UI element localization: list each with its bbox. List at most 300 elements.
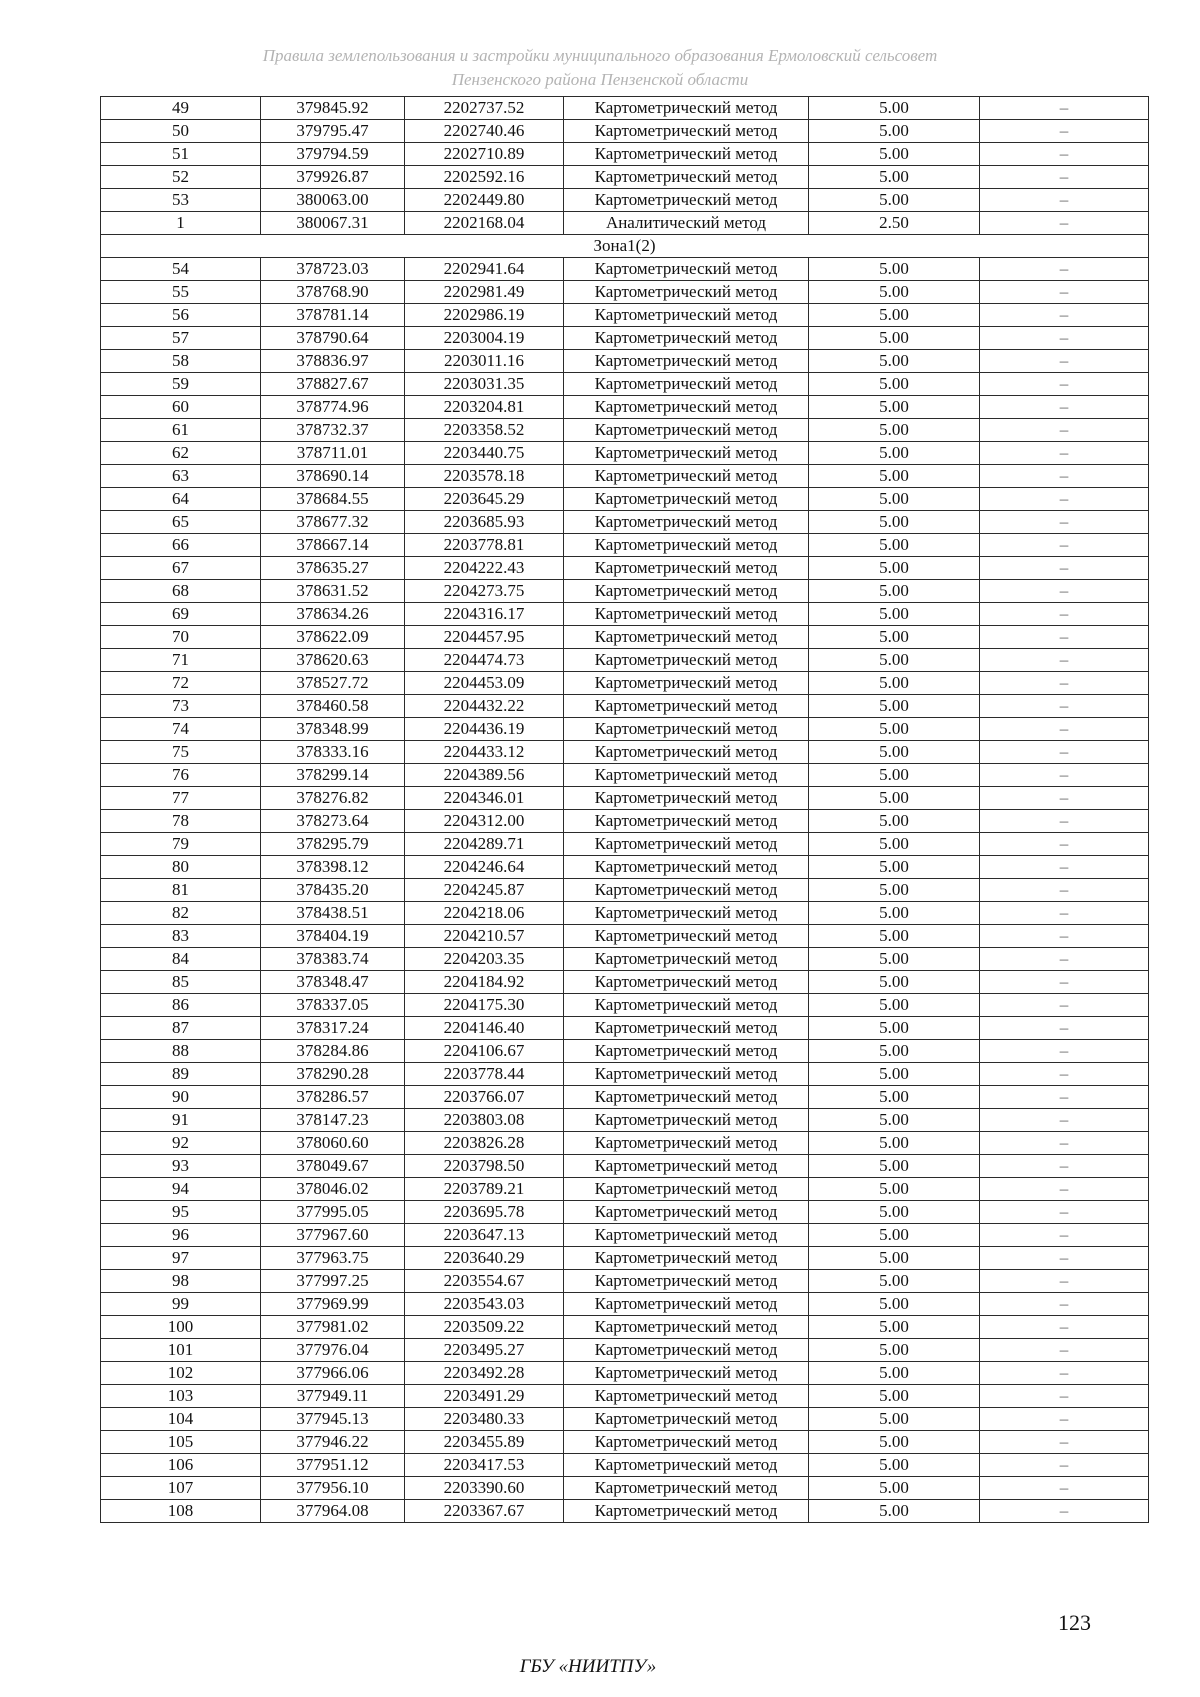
table-row — [101, 1408, 1149, 1431]
table-row — [101, 994, 1149, 1017]
zone-row — [101, 235, 1149, 258]
y-coordinate-cell: 2203766.07 — [405, 1086, 564, 1109]
note-cell: – — [980, 212, 1149, 235]
table-row — [101, 810, 1149, 833]
y-coordinate-cell: 2203390.60 — [405, 1477, 564, 1500]
coordinates-table — [100, 96, 1149, 1523]
accuracy-cell: 5.00 — [809, 741, 980, 764]
note-cell: – — [980, 1224, 1149, 1247]
point-number-cell: 107 — [101, 1477, 261, 1500]
accuracy-cell: 5.00 — [809, 1477, 980, 1500]
note-cell: – — [980, 97, 1149, 120]
note-cell: – — [980, 1385, 1149, 1408]
note-cell: – — [980, 580, 1149, 603]
x-coordinate-cell: 378790.64 — [261, 327, 405, 350]
note-cell: – — [980, 1086, 1149, 1109]
x-coordinate-cell: 378684.55 — [261, 488, 405, 511]
point-number-cell: 50 — [101, 120, 261, 143]
table-row — [101, 1109, 1149, 1132]
note-cell: – — [980, 373, 1149, 396]
method-cell: Картометрический метод — [564, 1500, 809, 1523]
point-number-cell: 76 — [101, 764, 261, 787]
accuracy-cell: 5.00 — [809, 718, 980, 741]
accuracy-cell: 5.00 — [809, 1247, 980, 1270]
note-cell: – — [980, 189, 1149, 212]
point-number-cell: 78 — [101, 810, 261, 833]
y-coordinate-cell: 2204289.71 — [405, 833, 564, 856]
point-number-cell: 87 — [101, 1017, 261, 1040]
accuracy-cell: 5.00 — [809, 143, 980, 166]
table-row — [101, 442, 1149, 465]
note-cell: – — [980, 511, 1149, 534]
table-row — [101, 350, 1149, 373]
point-number-cell: 86 — [101, 994, 261, 1017]
y-coordinate-cell: 2202710.89 — [405, 143, 564, 166]
method-cell: Картометрический метод — [564, 442, 809, 465]
point-number-cell: 99 — [101, 1293, 261, 1316]
accuracy-cell: 5.00 — [809, 833, 980, 856]
y-coordinate-cell: 2204273.75 — [405, 580, 564, 603]
y-coordinate-cell: 2204474.73 — [405, 649, 564, 672]
y-coordinate-cell: 2204246.64 — [405, 856, 564, 879]
method-cell: Картометрический метод — [564, 1155, 809, 1178]
point-number-cell: 57 — [101, 327, 261, 350]
y-coordinate-cell: 2203204.81 — [405, 396, 564, 419]
point-number-cell: 70 — [101, 626, 261, 649]
table-row — [101, 143, 1149, 166]
method-cell: Картометрический метод — [564, 488, 809, 511]
y-coordinate-cell: 2204203.35 — [405, 948, 564, 971]
table-row — [101, 465, 1149, 488]
point-number-cell: 75 — [101, 741, 261, 764]
table-row — [101, 1362, 1149, 1385]
accuracy-cell: 5.00 — [809, 994, 980, 1017]
table-row — [101, 1132, 1149, 1155]
method-cell: Картометрический метод — [564, 1063, 809, 1086]
method-cell: Картометрический метод — [564, 511, 809, 534]
table-row — [101, 281, 1149, 304]
method-cell: Картометрический метод — [564, 1086, 809, 1109]
table-row — [101, 787, 1149, 810]
note-cell: – — [980, 1017, 1149, 1040]
method-cell: Картометрический метод — [564, 1385, 809, 1408]
accuracy-cell: 5.00 — [809, 810, 980, 833]
x-coordinate-cell: 378295.79 — [261, 833, 405, 856]
method-cell: Картометрический метод — [564, 626, 809, 649]
method-cell: Картометрический метод — [564, 1178, 809, 1201]
note-cell: – — [980, 350, 1149, 373]
note-cell: – — [980, 396, 1149, 419]
point-number-cell: 104 — [101, 1408, 261, 1431]
note-cell: – — [980, 626, 1149, 649]
y-coordinate-cell: 2204457.95 — [405, 626, 564, 649]
point-number-cell: 96 — [101, 1224, 261, 1247]
y-coordinate-cell: 2203417.53 — [405, 1454, 564, 1477]
x-coordinate-cell: 378677.32 — [261, 511, 405, 534]
method-cell: Картометрический метод — [564, 856, 809, 879]
method-cell: Картометрический метод — [564, 580, 809, 603]
y-coordinate-cell: 2204433.12 — [405, 741, 564, 764]
point-number-cell: 92 — [101, 1132, 261, 1155]
x-coordinate-cell: 378284.86 — [261, 1040, 405, 1063]
y-coordinate-cell: 2203803.08 — [405, 1109, 564, 1132]
x-coordinate-cell: 378337.05 — [261, 994, 405, 1017]
y-coordinate-cell: 2203554.67 — [405, 1270, 564, 1293]
y-coordinate-cell: 2203778.44 — [405, 1063, 564, 1086]
y-coordinate-cell: 2203640.29 — [405, 1247, 564, 1270]
method-cell: Картометрический метод — [564, 258, 809, 281]
accuracy-cell: 5.00 — [809, 258, 980, 281]
table-row — [101, 166, 1149, 189]
table-row — [101, 879, 1149, 902]
x-coordinate-cell: 378622.09 — [261, 626, 405, 649]
point-number-cell: 53 — [101, 189, 261, 212]
accuracy-cell: 5.00 — [809, 281, 980, 304]
y-coordinate-cell: 2204346.01 — [405, 787, 564, 810]
point-number-cell: 67 — [101, 557, 261, 580]
y-coordinate-cell: 2203826.28 — [405, 1132, 564, 1155]
method-cell: Картометрический метод — [564, 971, 809, 994]
note-cell: – — [980, 1293, 1149, 1316]
x-coordinate-cell: 378827.67 — [261, 373, 405, 396]
note-cell: – — [980, 1178, 1149, 1201]
y-coordinate-cell: 2202986.19 — [405, 304, 564, 327]
method-cell: Картометрический метод — [564, 1454, 809, 1477]
x-coordinate-cell: 377964.08 — [261, 1500, 405, 1523]
note-cell: – — [980, 787, 1149, 810]
point-number-cell: 61 — [101, 419, 261, 442]
method-cell: Картометрический метод — [564, 1339, 809, 1362]
y-coordinate-cell: 2203509.22 — [405, 1316, 564, 1339]
table-row — [101, 488, 1149, 511]
table-row — [101, 603, 1149, 626]
note-cell: – — [980, 1247, 1149, 1270]
point-number-cell: 108 — [101, 1500, 261, 1523]
method-cell: Картометрический метод — [564, 557, 809, 580]
point-number-cell: 97 — [101, 1247, 261, 1270]
method-cell: Картометрический метод — [564, 1477, 809, 1500]
y-coordinate-cell: 2202740.46 — [405, 120, 564, 143]
table-row — [101, 1178, 1149, 1201]
note-cell: – — [980, 833, 1149, 856]
point-number-cell: 60 — [101, 396, 261, 419]
note-cell: – — [980, 672, 1149, 695]
note-cell: – — [980, 143, 1149, 166]
method-cell: Картометрический метод — [564, 189, 809, 212]
table-row — [101, 1339, 1149, 1362]
table-row — [101, 1086, 1149, 1109]
table-row — [101, 1040, 1149, 1063]
accuracy-cell: 5.00 — [809, 948, 980, 971]
y-coordinate-cell: 2204245.87 — [405, 879, 564, 902]
x-coordinate-cell: 378527.72 — [261, 672, 405, 695]
y-coordinate-cell: 2203798.50 — [405, 1155, 564, 1178]
point-number-cell: 105 — [101, 1431, 261, 1454]
table-row — [101, 1477, 1149, 1500]
point-number-cell: 85 — [101, 971, 261, 994]
x-coordinate-cell: 378711.01 — [261, 442, 405, 465]
method-cell: Картометрический метод — [564, 419, 809, 442]
accuracy-cell: 5.00 — [809, 304, 980, 327]
point-number-cell: 66 — [101, 534, 261, 557]
method-cell: Картометрический метод — [564, 1201, 809, 1224]
table-row — [101, 97, 1149, 120]
note-cell: – — [980, 856, 1149, 879]
table-row — [101, 833, 1149, 856]
point-number-cell: 91 — [101, 1109, 261, 1132]
table-row — [101, 764, 1149, 787]
method-cell: Аналитический метод — [564, 212, 809, 235]
note-cell: – — [980, 1431, 1149, 1454]
accuracy-cell: 5.00 — [809, 925, 980, 948]
accuracy-cell: 5.00 — [809, 603, 980, 626]
x-coordinate-cell: 377951.12 — [261, 1454, 405, 1477]
note-cell: – — [980, 281, 1149, 304]
note-cell: – — [980, 810, 1149, 833]
table-row — [101, 373, 1149, 396]
y-coordinate-cell: 2203440.75 — [405, 442, 564, 465]
accuracy-cell: 5.00 — [809, 488, 980, 511]
note-cell: – — [980, 488, 1149, 511]
x-coordinate-cell: 377963.75 — [261, 1247, 405, 1270]
x-coordinate-cell: 378398.12 — [261, 856, 405, 879]
x-coordinate-cell: 378383.74 — [261, 948, 405, 971]
table-row — [101, 902, 1149, 925]
y-coordinate-cell: 2202941.64 — [405, 258, 564, 281]
table-row — [101, 580, 1149, 603]
coordinates-table-body — [101, 97, 1149, 1523]
x-coordinate-cell: 378299.14 — [261, 764, 405, 787]
table-row — [101, 1270, 1149, 1293]
method-cell: Картометрический метод — [564, 672, 809, 695]
point-number-cell: 89 — [101, 1063, 261, 1086]
point-number-cell: 90 — [101, 1086, 261, 1109]
method-cell: Картометрический метод — [564, 994, 809, 1017]
note-cell: – — [980, 534, 1149, 557]
y-coordinate-cell: 2203367.67 — [405, 1500, 564, 1523]
x-coordinate-cell: 378634.26 — [261, 603, 405, 626]
x-coordinate-cell: 378404.19 — [261, 925, 405, 948]
note-cell: – — [980, 994, 1149, 1017]
note-cell: – — [980, 718, 1149, 741]
method-cell: Картометрический метод — [564, 948, 809, 971]
y-coordinate-cell: 2204146.40 — [405, 1017, 564, 1040]
accuracy-cell: 5.00 — [809, 511, 980, 534]
y-coordinate-cell: 2202168.04 — [405, 212, 564, 235]
y-coordinate-cell: 2204453.09 — [405, 672, 564, 695]
table-row — [101, 1063, 1149, 1086]
accuracy-cell: 5.00 — [809, 1385, 980, 1408]
accuracy-cell: 5.00 — [809, 1155, 980, 1178]
table-row — [101, 1224, 1149, 1247]
accuracy-cell: 5.00 — [809, 1270, 980, 1293]
x-coordinate-cell: 377945.13 — [261, 1408, 405, 1431]
point-number-cell: 77 — [101, 787, 261, 810]
accuracy-cell: 5.00 — [809, 1431, 980, 1454]
x-coordinate-cell: 378667.14 — [261, 534, 405, 557]
note-cell: – — [980, 1454, 1149, 1477]
point-number-cell: 64 — [101, 488, 261, 511]
y-coordinate-cell: 2204222.43 — [405, 557, 564, 580]
y-coordinate-cell: 2203495.27 — [405, 1339, 564, 1362]
y-coordinate-cell: 2203480.33 — [405, 1408, 564, 1431]
method-cell: Картометрический метод — [564, 764, 809, 787]
note-cell: – — [980, 1063, 1149, 1086]
method-cell: Картометрический метод — [564, 120, 809, 143]
accuracy-cell: 5.00 — [809, 1454, 980, 1477]
note-cell: – — [980, 557, 1149, 580]
accuracy-cell: 5.00 — [809, 1316, 980, 1339]
point-number-cell: 95 — [101, 1201, 261, 1224]
method-cell: Картометрический метод — [564, 465, 809, 488]
note-cell: – — [980, 1339, 1149, 1362]
point-number-cell: 103 — [101, 1385, 261, 1408]
point-number-cell: 88 — [101, 1040, 261, 1063]
table-row — [101, 557, 1149, 580]
x-coordinate-cell: 378774.96 — [261, 396, 405, 419]
method-cell: Картометрический метод — [564, 810, 809, 833]
x-coordinate-cell: 378348.47 — [261, 971, 405, 994]
point-number-cell: 55 — [101, 281, 261, 304]
y-coordinate-cell: 2202592.16 — [405, 166, 564, 189]
table-row — [101, 419, 1149, 442]
table-row — [101, 1385, 1149, 1408]
y-coordinate-cell: 2203695.78 — [405, 1201, 564, 1224]
method-cell: Картометрический метод — [564, 787, 809, 810]
y-coordinate-cell: 2202981.49 — [405, 281, 564, 304]
method-cell: Картометрический метод — [564, 925, 809, 948]
method-cell: Картометрический метод — [564, 281, 809, 304]
y-coordinate-cell: 2203492.28 — [405, 1362, 564, 1385]
table-row — [101, 741, 1149, 764]
x-coordinate-cell: 377997.25 — [261, 1270, 405, 1293]
table-row — [101, 511, 1149, 534]
table-row — [101, 1247, 1149, 1270]
note-cell: – — [980, 603, 1149, 626]
y-coordinate-cell: 2204175.30 — [405, 994, 564, 1017]
accuracy-cell: 5.00 — [809, 1362, 980, 1385]
y-coordinate-cell: 2203578.18 — [405, 465, 564, 488]
y-coordinate-cell: 2203647.13 — [405, 1224, 564, 1247]
note-cell: – — [980, 1500, 1149, 1523]
accuracy-cell: 5.00 — [809, 1408, 980, 1431]
point-number-cell: 68 — [101, 580, 261, 603]
y-coordinate-cell: 2204312.00 — [405, 810, 564, 833]
x-coordinate-cell: 378317.24 — [261, 1017, 405, 1040]
method-cell: Картометрический метод — [564, 1247, 809, 1270]
table-row — [101, 1454, 1149, 1477]
y-coordinate-cell: 2203789.21 — [405, 1178, 564, 1201]
accuracy-cell: 5.00 — [809, 856, 980, 879]
y-coordinate-cell: 2203543.03 — [405, 1293, 564, 1316]
table-row — [101, 672, 1149, 695]
x-coordinate-cell: 379926.87 — [261, 166, 405, 189]
table-row — [101, 1316, 1149, 1339]
accuracy-cell: 5.00 — [809, 1178, 980, 1201]
point-number-cell: 1 — [101, 212, 261, 235]
note-cell: – — [980, 971, 1149, 994]
x-coordinate-cell: 378049.67 — [261, 1155, 405, 1178]
table-row — [101, 1201, 1149, 1224]
method-cell: Картометрический метод — [564, 695, 809, 718]
accuracy-cell: 5.00 — [809, 1339, 980, 1362]
point-number-cell: 94 — [101, 1178, 261, 1201]
y-coordinate-cell: 2203455.89 — [405, 1431, 564, 1454]
y-coordinate-cell: 2204316.17 — [405, 603, 564, 626]
table-row — [101, 1155, 1149, 1178]
table-row — [101, 1017, 1149, 1040]
y-coordinate-cell: 2203011.16 — [405, 350, 564, 373]
method-cell: Картометрический метод — [564, 741, 809, 764]
method-cell: Картометрический метод — [564, 396, 809, 419]
method-cell: Картометрический метод — [564, 143, 809, 166]
accuracy-cell: 5.00 — [809, 419, 980, 442]
y-coordinate-cell: 2203358.52 — [405, 419, 564, 442]
x-coordinate-cell: 378620.63 — [261, 649, 405, 672]
y-coordinate-cell: 2203685.93 — [405, 511, 564, 534]
method-cell: Картометрический метод — [564, 1040, 809, 1063]
accuracy-cell: 5.00 — [809, 373, 980, 396]
point-number-cell: 56 — [101, 304, 261, 327]
note-cell: – — [980, 304, 1149, 327]
x-coordinate-cell: 378276.82 — [261, 787, 405, 810]
y-coordinate-cell: 2204436.19 — [405, 718, 564, 741]
x-coordinate-cell: 380067.31 — [261, 212, 405, 235]
point-number-cell: 84 — [101, 948, 261, 971]
y-coordinate-cell: 2204432.22 — [405, 695, 564, 718]
x-coordinate-cell: 377976.04 — [261, 1339, 405, 1362]
accuracy-cell: 2.50 — [809, 212, 980, 235]
x-coordinate-cell: 378147.23 — [261, 1109, 405, 1132]
point-number-cell: 72 — [101, 672, 261, 695]
point-number-cell: 73 — [101, 695, 261, 718]
table-row — [101, 649, 1149, 672]
accuracy-cell: 5.00 — [809, 327, 980, 350]
point-number-cell: 69 — [101, 603, 261, 626]
point-number-cell: 59 — [101, 373, 261, 396]
method-cell: Картометрический метод — [564, 304, 809, 327]
accuracy-cell: 5.00 — [809, 1224, 980, 1247]
table-row — [101, 189, 1149, 212]
table-row — [101, 626, 1149, 649]
accuracy-cell: 5.00 — [809, 787, 980, 810]
method-cell: Картометрический метод — [564, 373, 809, 396]
method-cell: Картометрический метод — [564, 902, 809, 925]
point-number-cell: 83 — [101, 925, 261, 948]
table-row — [101, 327, 1149, 350]
accuracy-cell: 5.00 — [809, 1201, 980, 1224]
x-coordinate-cell: 378635.27 — [261, 557, 405, 580]
table-row — [101, 1431, 1149, 1454]
note-cell: – — [980, 902, 1149, 925]
y-coordinate-cell: 2204184.92 — [405, 971, 564, 994]
x-coordinate-cell: 377981.02 — [261, 1316, 405, 1339]
table-row — [101, 695, 1149, 718]
accuracy-cell: 5.00 — [809, 879, 980, 902]
note-cell: – — [980, 948, 1149, 971]
note-cell: – — [980, 1477, 1149, 1500]
accuracy-cell: 5.00 — [809, 557, 980, 580]
method-cell: Картометрический метод — [564, 649, 809, 672]
accuracy-cell: 5.00 — [809, 120, 980, 143]
table-row — [101, 534, 1149, 557]
note-cell: – — [980, 925, 1149, 948]
point-number-cell: 79 — [101, 833, 261, 856]
method-cell: Картометрический метод — [564, 1408, 809, 1431]
accuracy-cell: 5.00 — [809, 534, 980, 557]
x-coordinate-cell: 378723.03 — [261, 258, 405, 281]
note-cell: – — [980, 442, 1149, 465]
